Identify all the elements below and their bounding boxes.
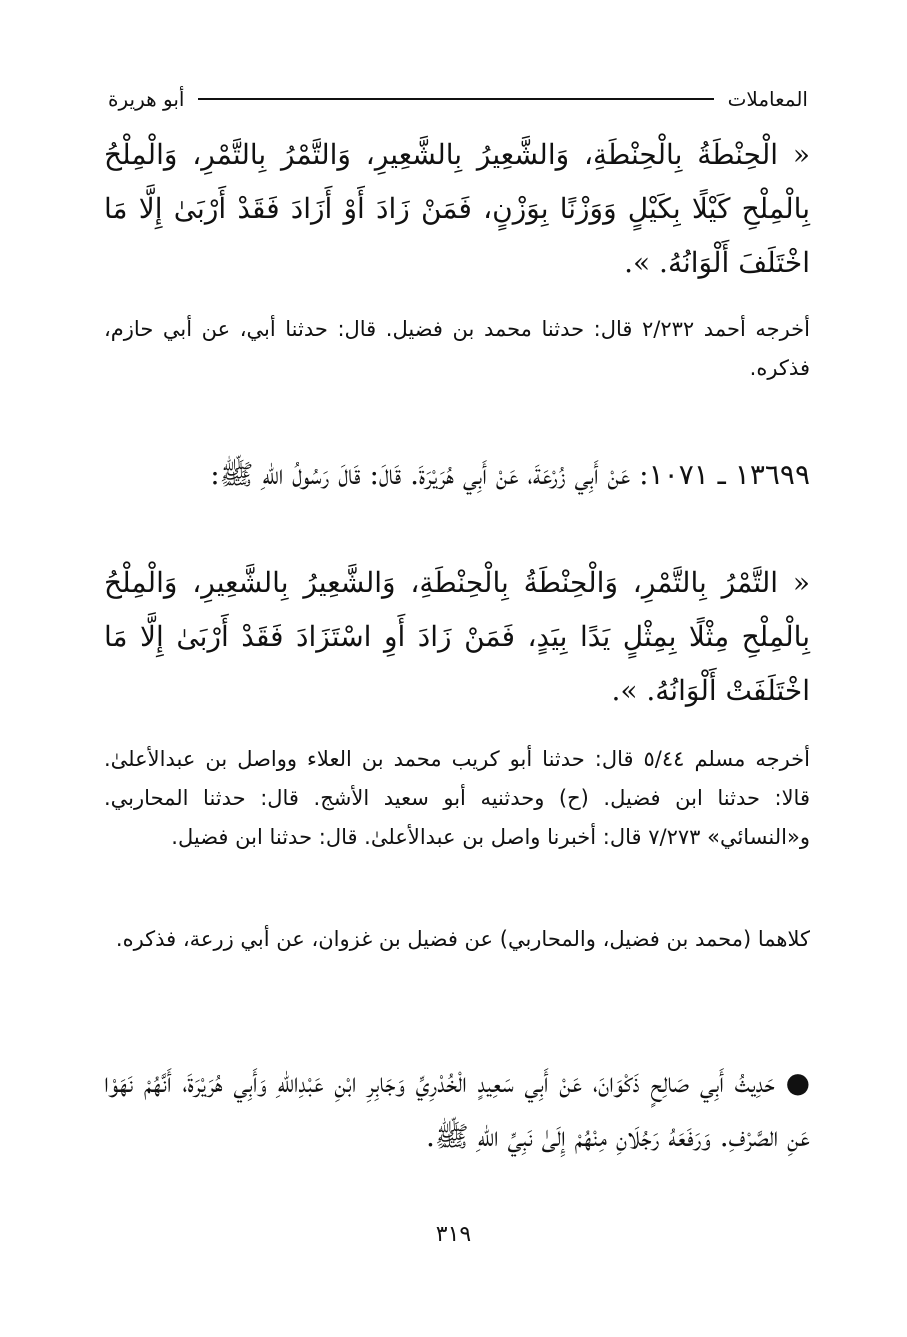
header-chapter-title: المعاملات: [727, 87, 808, 111]
takhrij-note-2: أخرجه مسلم ٥/٤٤ قال: حدثنا أبو كريب محمد بن العلاء وواصل بن عبدالأعلىٰ. قالا: حدثنا ابن فضيل. (ح) وحدثنيه أبو سعيد الأشج. قال: حدثنا المحاربي. و«النسائي» ٧/٢٧٣ قال: أخبرنا واصل بن عبدالأعلىٰ. قال: حدثنا ابن فضيل.: [104, 747, 811, 849]
page-number: ٣١٩: [435, 1222, 472, 1247]
running-header: [108, 84, 808, 114]
takhrij-note-1: أخرجه أحمد ٢/٢٣٢ قال: حدثنا محمد بن فضيل. قال: حدثنا أبي، عن أبي حازم، فذكره.: [104, 317, 810, 380]
hadith-heading-13699: ١٣٦٩٩ ـ ١٠٧١: عَنْ أَبِي زُرْعَةَ، عَنْ أَبِي هُرَيْرَةَ. قَالَ: قَالَ رَسُولُ اللهِ ﷺ:: [210, 458, 810, 491]
hadith-text-2: « التَّمْرُ بِالتَّمْرِ، وَالْحِنْطَةُ بِالْحِنْطَةِ، وَالشَّعِيرُ بِالشَّعِيرِ، وَالْمِلْحُ بِالْمِلْحِ مِثْلًا بِمِثْلٍ يَدًا بِيَدٍ، فَمَنْ زَادَ أَوِ اسْتَزَادَ فَقَدْ أَرْبَىٰ إِلَّا مَا اخْتَلَفَتْ أَلْوَانُهُ. ».: [104, 566, 810, 707]
header-narrator-title: أبو هريرة: [108, 87, 185, 111]
takhrij-note-3: كلاهما (محمد بن فضيل، والمحاربي) عن فضيل بن غزوان، عن أبي زرعة، فذكره.: [115, 927, 810, 951]
header-rule: [198, 98, 713, 100]
hadith-text-1: « الْحِنْطَةُ بِالْحِنْطَةِ، وَالشَّعِيرُ بِالشَّعِيرِ، وَالتَّمْرُ بِالتَّمْرِ، وَالْمِلْحُ بِالْمِلْحِ كَيْلًا بِكَيْلٍ وَوَزْنًا بِوَزْنٍ، فَمَنْ زَادَ أَوْ أَزَادَ فَقَدْ أَرْبَىٰ إِلَّا مَا اخْتَلَفَ أَلْوَانُهُ. ».: [104, 138, 810, 279]
hadith-section-heading: ● حَدِيثُ أَبِي صَالِحٍ ذَكْوَانَ، عَنْ أَبِي سَعِيدٍ الْخُدْرِيِّ وَجَابِرِ ابْنِ عَبْدِاللهِ وَأَبِي هُرَيْرَةَ، أَنَّهُمْ نَهَوْا عَنِ الصَّرْفِ. وَرَفَعَهُ رَجُلَانِ مِنْهُمْ إِلَىٰ نَبِيِّ اللهِ ﷺ.: [104, 1066, 810, 1153]
